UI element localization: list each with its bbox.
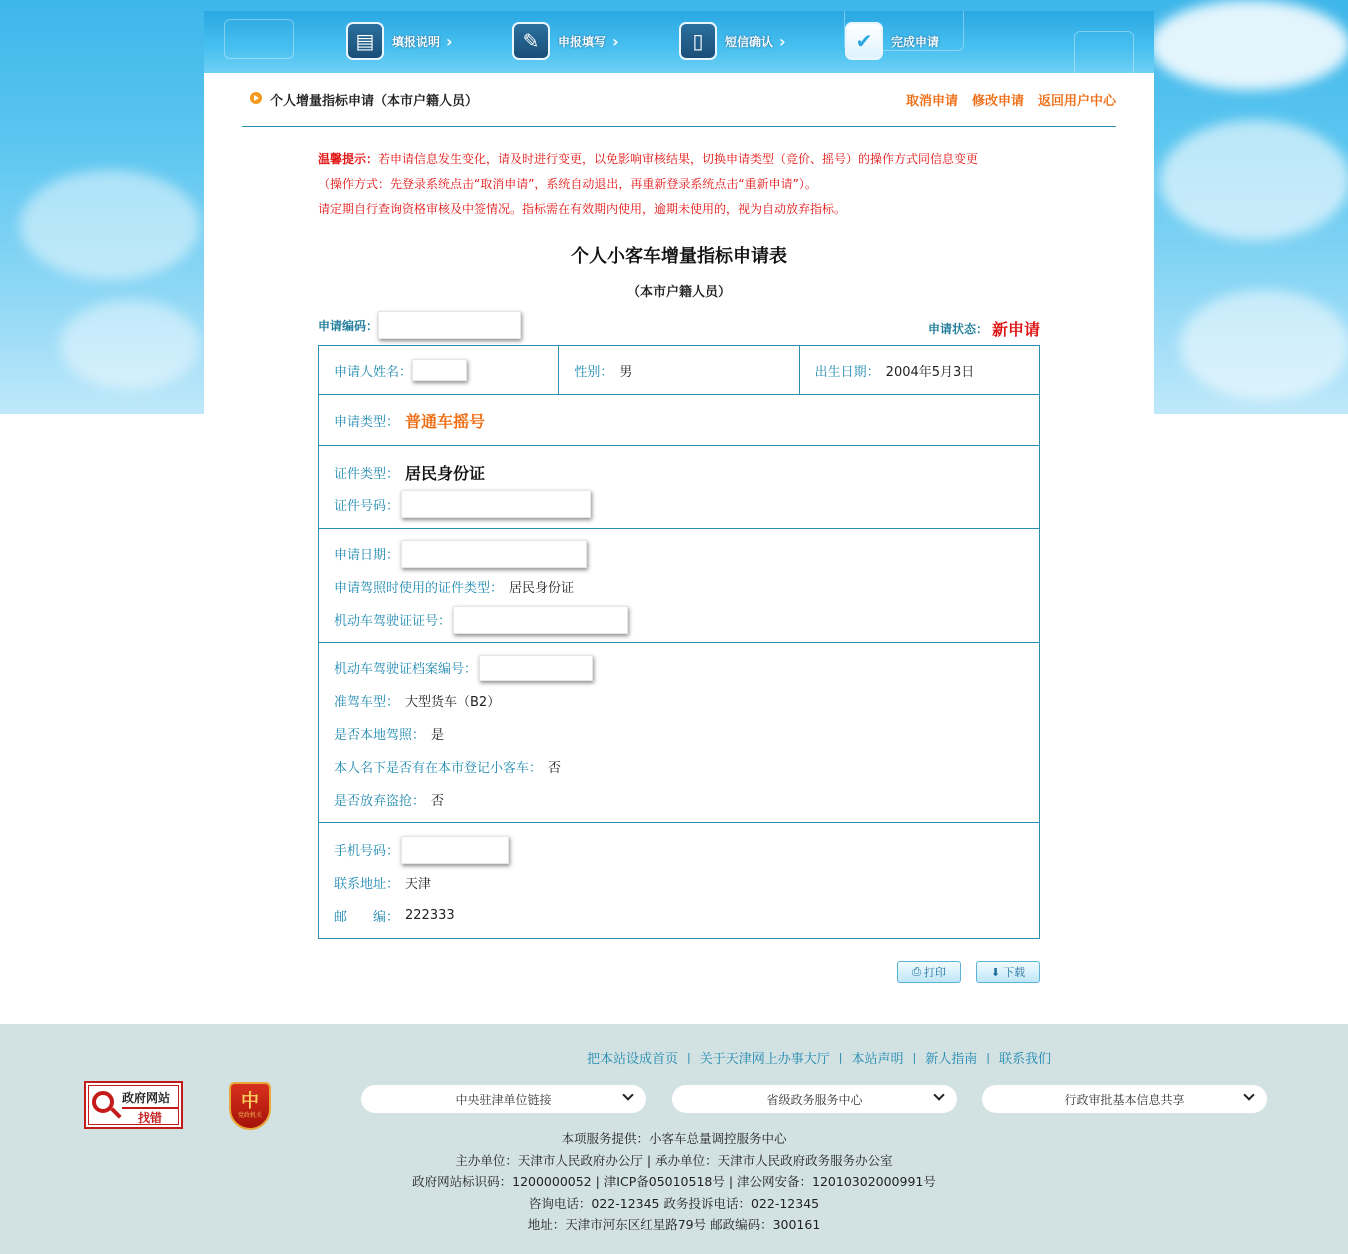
- check-icon: ✔: [845, 22, 883, 60]
- archive-number-redacted: [479, 655, 593, 681]
- footer-link-homepage[interactable]: 把本站设成首页: [587, 1052, 679, 1067]
- form-row-personal: [319, 346, 1039, 395]
- address-value: 天津: [405, 877, 432, 892]
- license-id-type-label: 申请驾照时使用的证件类型：: [334, 581, 504, 596]
- step-progress-bar: [204, 11, 1154, 73]
- application-type-label: 申请类型：: [334, 414, 400, 430]
- vehicle-class-value: 大型货车（B2）: [405, 695, 501, 710]
- apply-date-redacted: [401, 540, 587, 568]
- vehicle-class-label: 准驾车型：: [334, 695, 400, 710]
- notice-line-2: （操作方式：先登录系统点击“取消申请”，系统自动退出，再重新登录系统点击“重新申请”）。: [318, 177, 817, 191]
- edit-icon: ✎: [512, 22, 550, 60]
- chevron-down-icon: [933, 1089, 944, 1100]
- select-label: 省级政务服务中心: [766, 1092, 863, 1107]
- form-row-contact: [319, 823, 1039, 938]
- application-code-redacted: [378, 311, 521, 339]
- local-license-value: 是: [431, 728, 445, 743]
- provincial-services-select[interactable]: [672, 1085, 957, 1113]
- chevron-right-icon: ›: [779, 31, 786, 51]
- chevron-down-icon: [1243, 1089, 1254, 1100]
- phone-icon: ▯: [679, 22, 717, 60]
- form-title: 个人小客车增量指标申请表: [571, 246, 787, 267]
- step-instructions: [346, 21, 453, 61]
- footer-link-about[interactable]: 关于天津网上办事大厅: [699, 1052, 830, 1067]
- step-fill-form: [512, 21, 619, 61]
- notice-prefix: 温馨提示：: [318, 152, 379, 166]
- separator: |: [986, 1051, 990, 1064]
- mobile-redacted: [401, 836, 509, 864]
- header-links: [906, 90, 1116, 109]
- form-row-license: [319, 529, 1039, 643]
- footer-links: [587, 1048, 1051, 1067]
- archive-number-label: 机动车驾驶证档案编号：: [334, 662, 478, 677]
- application-status: [928, 317, 1040, 340]
- gov-badge-line-1: 政府网站: [122, 1091, 171, 1105]
- theft-waiver-value: 否: [431, 794, 445, 809]
- birth-date-label: 出生日期：: [814, 364, 880, 380]
- arrow-right-icon: [250, 92, 262, 104]
- theft-waiver-label: 是否放弃盗抢：: [334, 794, 426, 809]
- select-label: 行政审批基本信息共享: [1064, 1092, 1185, 1107]
- gender-value: 男: [619, 364, 633, 380]
- application-status-label: 申请状态：: [927, 322, 988, 336]
- magnifier-icon: [92, 1091, 114, 1113]
- application-code-label: 申请编码：: [318, 318, 379, 333]
- registered-car-value: 否: [548, 761, 562, 776]
- separator: |: [687, 1051, 691, 1064]
- footer-link-guide[interactable]: 新人指南: [925, 1052, 978, 1067]
- party-badge-glyph: 中: [241, 1091, 259, 1112]
- license-number-label: 机动车驾驶证证号：: [334, 614, 452, 629]
- id-number-redacted: [401, 490, 591, 518]
- postcode-value: 222333: [405, 908, 455, 923]
- page-title: 个人增量指标申请（本市户籍人员）: [270, 94, 479, 109]
- step-label: 完成申请: [891, 34, 940, 49]
- footer-info: [0, 1128, 1348, 1236]
- download-button-label: 下载: [1003, 966, 1026, 979]
- application-form-table: [318, 345, 1040, 939]
- address-label: 联系地址：: [334, 877, 400, 892]
- download-icon: ⬇: [990, 965, 1001, 979]
- separator: |: [838, 1051, 843, 1064]
- step-label: 申报填写: [558, 34, 607, 49]
- page-title-row: [242, 83, 1116, 127]
- license-number-redacted: [453, 606, 628, 634]
- footer-link-contact[interactable]: 联系我们: [998, 1052, 1051, 1067]
- license-id-type-value: 居民身份证: [509, 581, 575, 596]
- notice-line-1: 若申请信息发生变化，请及时进行变更，以免影响审核结果，切换申请类型（竞价、摇号）的操作方式同信息变更: [378, 152, 979, 166]
- id-type-label: 证件类型：: [334, 466, 400, 482]
- form-row-type: [319, 395, 1039, 446]
- print-button-label: 打印: [923, 966, 946, 979]
- chevron-right-icon: ›: [612, 31, 619, 51]
- form-subtitle: （本市户籍人员）: [626, 285, 731, 300]
- chevron-right-icon: ›: [446, 31, 453, 51]
- applicant-name-redacted: [412, 359, 467, 381]
- document-icon: ▤: [346, 22, 384, 60]
- step-complete: [845, 21, 939, 61]
- select-label: 中央驻津单位链接: [455, 1092, 552, 1107]
- printer-icon: ⎙: [912, 965, 921, 978]
- party-badge-text: 党政机关: [237, 1112, 262, 1119]
- footer-info-line: 主办单位：天津市人民政府办公厅 | 承办单位：天津市人民政府政务服务办公室: [455, 1152, 893, 1168]
- notice-box: [318, 147, 1058, 222]
- form-row-identity: [319, 446, 1039, 529]
- birth-date-value: 2004年5月3日: [885, 364, 975, 380]
- step-label: 填报说明: [392, 34, 441, 49]
- form-row-driving: [319, 643, 1039, 823]
- footer-link-statement[interactable]: 本站声明: [851, 1052, 904, 1067]
- gender-cell: [559, 346, 799, 394]
- applicant-name-label: 申请人姓名：: [334, 364, 413, 380]
- footer-info-line: 政府网站标识码：1200000052 | 津ICP备05010518号 | 津公网安备：12010302000991号: [412, 1174, 936, 1189]
- notice-line-3: 请定期自行查询资格审核及中签情况。指标需在有效期内使用，逾期未使用的，视为自动放弃指标。: [318, 202, 847, 216]
- print-button[interactable]: [897, 961, 961, 983]
- modify-application-link[interactable]: 修改申请: [971, 94, 1024, 109]
- footer-info-line: 本项服务提供：小客车总量调控服务中心: [561, 1131, 787, 1146]
- back-user-center-link[interactable]: 返回用户中心: [1037, 94, 1116, 109]
- application-status-value: 新申请: [991, 320, 1040, 339]
- application-code: [318, 311, 521, 339]
- site-footer: [0, 1024, 1348, 1254]
- separator: |: [912, 1051, 917, 1064]
- id-type-value: 居民身份证: [405, 463, 486, 483]
- step-sms-confirm: [679, 21, 786, 61]
- central-units-select[interactable]: [361, 1085, 646, 1113]
- cancel-application-link[interactable]: 取消申请: [905, 94, 958, 109]
- registered-car-label: 本人名下是否有在本市登记小客车：: [334, 761, 543, 776]
- mobile-label: 手机号码：: [334, 844, 400, 859]
- application-type-value: 普通车摇号: [405, 411, 486, 431]
- id-number-label: 证件号码：: [334, 498, 400, 514]
- main-container: [204, 11, 1154, 1024]
- gov-site-error-report-badge[interactable]: [84, 1081, 183, 1129]
- chevron-down-icon: [622, 1089, 633, 1100]
- party-government-badge[interactable]: [229, 1082, 271, 1130]
- step-label: 短信确认: [725, 34, 774, 49]
- approval-info-select[interactable]: [982, 1085, 1267, 1113]
- download-button[interactable]: [976, 961, 1040, 983]
- apply-date-label: 申请日期：: [334, 548, 400, 563]
- footer-info-line: 地址：天津市河东区红星路79号 邮政编码：300161: [527, 1217, 821, 1232]
- birth-date-cell: [800, 346, 1039, 394]
- gender-label: 性别：: [574, 364, 614, 380]
- postcode-label: 邮 编：: [334, 910, 400, 925]
- local-license-label: 是否本地驾照：: [334, 728, 426, 743]
- gov-badge-line-2: 找错: [122, 1107, 178, 1123]
- applicant-name-cell: [319, 346, 559, 394]
- footer-info-line: 咨询电话：022-12345 政务投诉电话：022-12345: [528, 1195, 820, 1211]
